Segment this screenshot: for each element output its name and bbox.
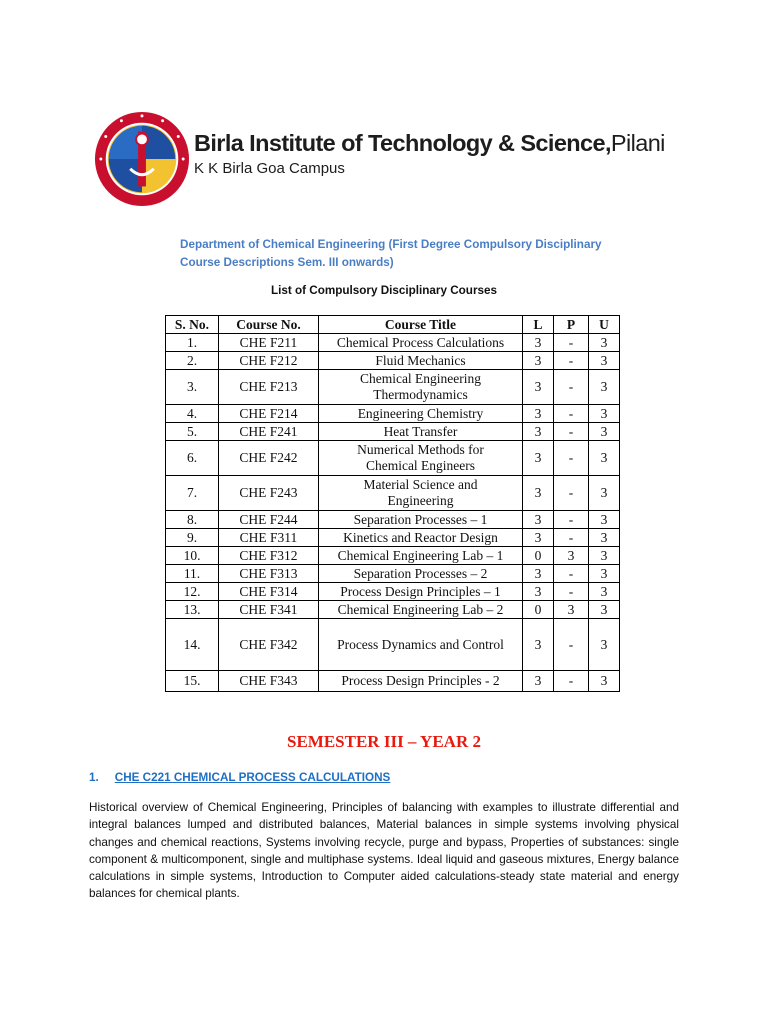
cell-l: 3 bbox=[523, 423, 554, 441]
cell-course-title bbox=[319, 601, 523, 619]
course-title-line: Process Design Principles - 2 bbox=[341, 673, 500, 688]
header-course-title: Course Title bbox=[319, 316, 523, 334]
section-number: 1. bbox=[89, 771, 99, 784]
cell-p: - bbox=[554, 370, 589, 405]
cell-l: 0 bbox=[523, 601, 554, 619]
cell-course-title bbox=[319, 529, 523, 547]
institute-name bbox=[194, 130, 665, 157]
cell-course-title bbox=[319, 476, 523, 511]
cell-sno: 7. bbox=[166, 476, 219, 511]
table-row bbox=[166, 671, 620, 692]
cell-course-title bbox=[319, 370, 523, 405]
campus-name: K K Birla Goa Campus bbox=[194, 160, 345, 177]
cell-sno: 1. bbox=[166, 334, 219, 352]
section-heading bbox=[89, 771, 390, 784]
cell-sno: 3. bbox=[166, 370, 219, 405]
course-title-line: Thermodynamics bbox=[373, 387, 468, 402]
institute-name-main: Birla Institute of Technology & Science, bbox=[194, 130, 611, 156]
cell-l: 3 bbox=[523, 565, 554, 583]
table-row bbox=[166, 352, 620, 370]
cell-u: 3 bbox=[589, 476, 620, 511]
cell-course-title bbox=[319, 352, 523, 370]
course-title-line: Material Science and bbox=[363, 477, 478, 492]
table-row bbox=[166, 370, 620, 405]
cell-u: 3 bbox=[589, 583, 620, 601]
header-p: P bbox=[554, 316, 589, 334]
cell-u: 3 bbox=[589, 334, 620, 352]
cell-course-title bbox=[319, 547, 523, 565]
table-row bbox=[166, 601, 620, 619]
cell-course-title bbox=[319, 619, 523, 671]
table-row bbox=[166, 583, 620, 601]
cell-course-no: CHE F314 bbox=[219, 583, 319, 601]
cell-course-no: CHE F244 bbox=[219, 511, 319, 529]
cell-sno: 6. bbox=[166, 441, 219, 476]
cell-u: 3 bbox=[589, 601, 620, 619]
courses-table bbox=[165, 315, 620, 692]
cell-course-no: CHE F213 bbox=[219, 370, 319, 405]
table-row bbox=[166, 619, 620, 671]
cell-l: 3 bbox=[523, 583, 554, 601]
cell-p: - bbox=[554, 511, 589, 529]
cell-course-title bbox=[319, 423, 523, 441]
course-title-line: Chemical Process Calculations bbox=[336, 334, 505, 350]
cell-course-no: CHE F313 bbox=[219, 565, 319, 583]
cell-course-no: CHE F311 bbox=[219, 529, 319, 547]
cell-course-title bbox=[319, 511, 523, 529]
course-title-line: Process Dynamics and Control bbox=[337, 636, 504, 652]
cell-course-no: CHE F242 bbox=[219, 441, 319, 476]
cell-p: - bbox=[554, 671, 589, 692]
department-title-line-1: Department of Chemical Engineering (First Degree Compulsory Disciplinary bbox=[180, 238, 602, 251]
cell-p: - bbox=[554, 529, 589, 547]
cell-l: 3 bbox=[523, 405, 554, 423]
cell-p: - bbox=[554, 334, 589, 352]
bits-pilani-crest-icon bbox=[93, 110, 191, 208]
cell-l: 3 bbox=[523, 529, 554, 547]
course-title-line: Chemical Engineers bbox=[365, 458, 476, 473]
course-title-line: Numerical Methods for bbox=[357, 442, 484, 457]
cell-l: 3 bbox=[523, 476, 554, 511]
table-row bbox=[166, 441, 620, 476]
cell-p: - bbox=[554, 476, 589, 511]
institute-city: Pilani bbox=[610, 130, 665, 156]
cell-sno: 11. bbox=[166, 565, 219, 583]
cell-course-no: CHE F241 bbox=[219, 423, 319, 441]
course-title-line: Engineering bbox=[387, 493, 454, 508]
cell-l: 3 bbox=[523, 441, 554, 476]
cell-l: 3 bbox=[523, 671, 554, 692]
cell-sno: 14. bbox=[166, 619, 219, 671]
department-title-line-2: Course Descriptions Sem. III onwards) bbox=[180, 256, 394, 269]
cell-p: - bbox=[554, 423, 589, 441]
section-description: Historical overview of Chemical Engineering, Principles of balancing with examples to illustrate differential and integral balances lumped and distributed balances, Material balances in simple systems involving physical changes and chemical reactions, Systems involving recycle, purge and bypass, Properties of substances: single component & multicomponent, single and multiphase systems. Ideal liquid and gaseous mixtures, Energy balance calculations in simple systems, Introduction to Computer aided calculations-steady state material and energy balances for chemical plants. bbox=[89, 801, 679, 901]
cell-u: 3 bbox=[589, 529, 620, 547]
course-title-line: Separation Processes – 1 bbox=[353, 511, 488, 527]
cell-course-no: CHE F212 bbox=[219, 352, 319, 370]
cell-course-no: CHE F342 bbox=[219, 619, 319, 671]
cell-course-no: CHE F243 bbox=[219, 476, 319, 511]
cell-u: 3 bbox=[589, 671, 620, 692]
cell-p: 3 bbox=[554, 547, 589, 565]
cell-course-title bbox=[319, 441, 523, 476]
cell-sno: 15. bbox=[166, 671, 219, 692]
cell-u: 3 bbox=[589, 423, 620, 441]
table-row bbox=[166, 529, 620, 547]
table-row bbox=[166, 334, 620, 352]
cell-u: 3 bbox=[589, 370, 620, 405]
course-title-line: Engineering Chemistry bbox=[357, 405, 484, 421]
department-title bbox=[180, 236, 660, 272]
cell-sno: 5. bbox=[166, 423, 219, 441]
cell-u: 3 bbox=[589, 352, 620, 370]
course-title-line: Fluid Mechanics bbox=[375, 352, 466, 368]
cell-p: - bbox=[554, 619, 589, 671]
course-title-line: Chemical Engineering Lab – 1 bbox=[337, 547, 504, 563]
cell-sno: 12. bbox=[166, 583, 219, 601]
cell-course-no: CHE F341 bbox=[219, 601, 319, 619]
cell-course-no: CHE F211 bbox=[219, 334, 319, 352]
cell-course-no: CHE F214 bbox=[219, 405, 319, 423]
course-title-line: Separation Processes – 2 bbox=[353, 565, 488, 581]
table-header-row bbox=[166, 316, 620, 334]
cell-sno: 10. bbox=[166, 547, 219, 565]
course-title-line: Heat Transfer bbox=[383, 423, 458, 439]
cell-l: 3 bbox=[523, 370, 554, 405]
header-l: L bbox=[523, 316, 554, 334]
cell-p: 3 bbox=[554, 601, 589, 619]
cell-p: - bbox=[554, 352, 589, 370]
cell-p: - bbox=[554, 405, 589, 423]
cell-l: 0 bbox=[523, 547, 554, 565]
course-title-line: Process Design Principles – 1 bbox=[340, 583, 501, 599]
cell-course-title bbox=[319, 583, 523, 601]
cell-sno: 13. bbox=[166, 601, 219, 619]
cell-u: 3 bbox=[589, 405, 620, 423]
table-row bbox=[166, 476, 620, 511]
cell-course-title bbox=[319, 671, 523, 692]
table-row bbox=[166, 547, 620, 565]
table-row bbox=[166, 511, 620, 529]
cell-sno: 9. bbox=[166, 529, 219, 547]
cell-l: 3 bbox=[523, 334, 554, 352]
course-title-line: Kinetics and Reactor Design bbox=[343, 529, 498, 545]
header-sno: S. No. bbox=[166, 316, 219, 334]
course-title-line: Chemical Engineering bbox=[359, 371, 482, 386]
table-row bbox=[166, 423, 620, 441]
cell-p: - bbox=[554, 441, 589, 476]
cell-sno: 4. bbox=[166, 405, 219, 423]
cell-p: - bbox=[554, 565, 589, 583]
cell-l: 3 bbox=[523, 511, 554, 529]
table-body bbox=[166, 334, 620, 692]
cell-course-no: CHE F312 bbox=[219, 547, 319, 565]
cell-u: 3 bbox=[589, 565, 620, 583]
cell-course-no: CHE F343 bbox=[219, 671, 319, 692]
cell-sno: 8. bbox=[166, 511, 219, 529]
cell-sno: 2. bbox=[166, 352, 219, 370]
cell-course-title bbox=[319, 405, 523, 423]
header-course-no: Course No. bbox=[219, 316, 319, 334]
cell-u: 3 bbox=[589, 547, 620, 565]
cell-course-title bbox=[319, 565, 523, 583]
course-list-title: List of Compulsory Disciplinary Courses bbox=[270, 284, 497, 297]
cell-u: 3 bbox=[589, 441, 620, 476]
cell-course-title bbox=[319, 334, 523, 352]
cell-l: 3 bbox=[523, 352, 554, 370]
cell-u: 3 bbox=[589, 619, 620, 671]
cell-p: - bbox=[554, 583, 589, 601]
section-heading-link[interactable]: CHE C221 CHEMICAL PROCESS CALCULATIONS bbox=[114, 771, 391, 784]
course-title-line: Chemical Engineering Lab – 2 bbox=[337, 601, 504, 617]
cell-l: 3 bbox=[523, 619, 554, 671]
table-row bbox=[166, 565, 620, 583]
header-u: U bbox=[589, 316, 620, 334]
table-row bbox=[166, 405, 620, 423]
cell-u: 3 bbox=[589, 511, 620, 529]
semester-heading: SEMESTER III – YEAR 2 bbox=[287, 732, 481, 751]
